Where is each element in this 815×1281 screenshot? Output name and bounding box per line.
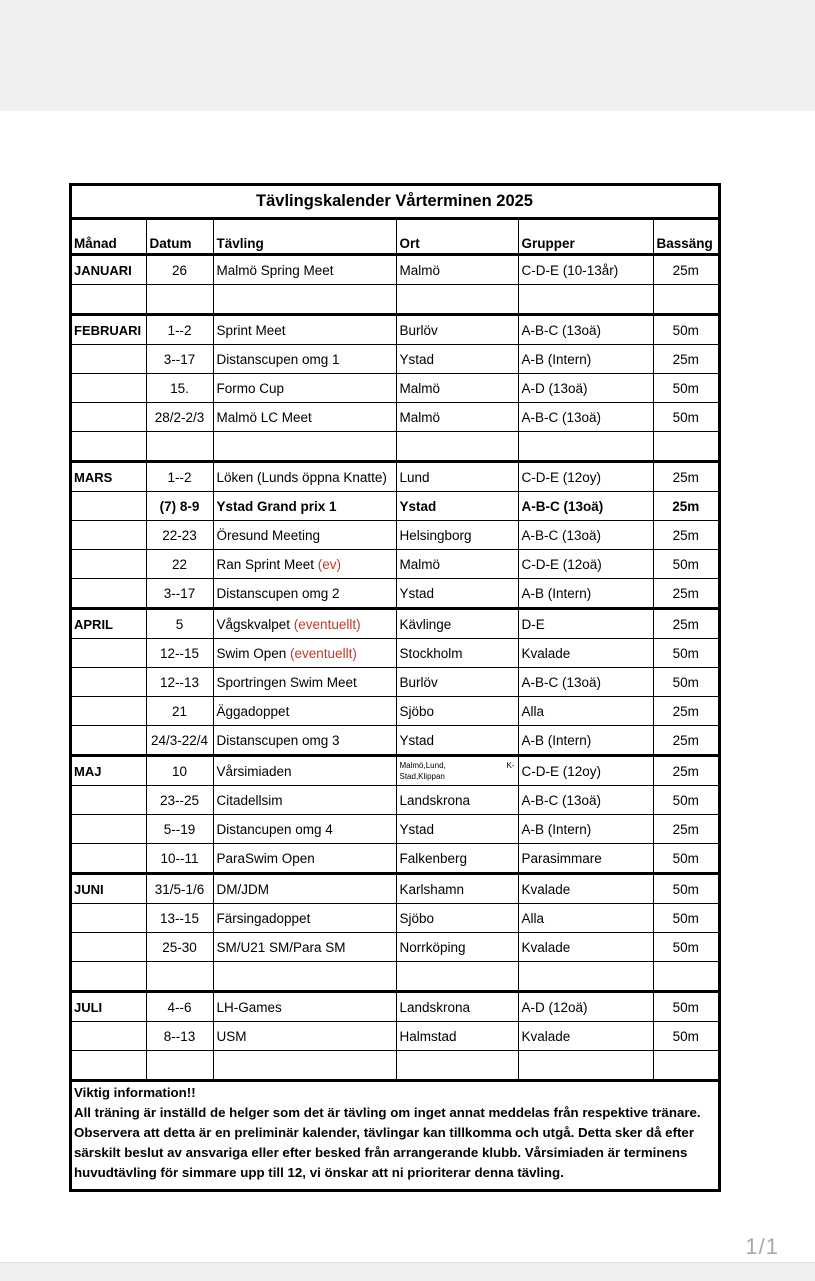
table-row: [72, 403, 718, 432]
table-row: [72, 462, 718, 492]
event-cell: [213, 609, 396, 639]
date-cell: 22: [146, 550, 213, 579]
pool-cell: 50m: [653, 904, 718, 933]
event-tentative-note: (eventuellt): [293, 616, 361, 632]
viewer-bottom-bar: [0, 1262, 815, 1281]
table-row: [72, 609, 718, 639]
pool-cell: 25m: [653, 609, 718, 639]
groups-cell: A-B-C (13oä): [518, 521, 653, 550]
table-row: [72, 255, 718, 285]
groups-cell: A-B-C (13oä): [518, 315, 653, 345]
table-row: [72, 815, 718, 844]
event-cell: [213, 550, 396, 579]
place-cell: Burlöv: [396, 315, 518, 345]
pool-cell: 50m: [653, 844, 718, 874]
event-cell: [213, 756, 396, 786]
table-row: [72, 668, 718, 697]
calendar-document: [69, 183, 721, 1192]
event-cell: [213, 462, 396, 492]
event-cell: [213, 345, 396, 374]
date-cell: 25-30: [146, 933, 213, 962]
groups-cell: A-B-C (13oä): [518, 403, 653, 432]
place-cell: Burlöv: [396, 668, 518, 697]
date-cell: [146, 432, 213, 462]
month-cell: [72, 521, 146, 550]
table-row: [72, 992, 718, 1022]
event-name: Sportringen Swim Meet: [216, 674, 357, 690]
month-cell: [72, 492, 146, 521]
table-row: [72, 550, 718, 579]
month-cell: [72, 815, 146, 844]
place-cell: Ystad: [396, 815, 518, 844]
groups-cell: A-B-C (13oä): [518, 668, 653, 697]
date-cell: 22-23: [146, 521, 213, 550]
event-cell: [213, 1051, 396, 1081]
event-name: Sprint Meet: [216, 322, 286, 338]
event-name: Öresund Meeting: [216, 527, 321, 543]
info-line: Observera att detta är en preliminär kalender, tävlingar kan tillkomma och utgå. Detta sker då efter: [74, 1125, 695, 1140]
pool-cell: 50m: [653, 315, 718, 345]
groups-cell: A-B (Intern): [518, 579, 653, 609]
event-name: Formo Cup: [216, 380, 285, 396]
event-name: Distanscupen omg 3: [216, 732, 340, 748]
table-row: [72, 756, 718, 786]
date-cell: 4--6: [146, 992, 213, 1022]
event-name: Färsingadoppet: [216, 910, 311, 926]
event-cell: [213, 315, 396, 345]
event-tentative-note: (eventuellt): [290, 645, 357, 661]
groups-cell: C-D-E (10-13år): [518, 255, 653, 285]
pool-cell: 25m: [653, 697, 718, 726]
table-row: [72, 697, 718, 726]
place-cell: Landskrona: [396, 786, 518, 815]
place-cell: Landskrona: [396, 992, 518, 1022]
month-cell: MARS: [72, 462, 146, 492]
date-cell: 31/5-1/6: [146, 874, 213, 904]
groups-cell: [518, 1051, 653, 1081]
date-cell: [146, 285, 213, 315]
date-cell: 24/3-22/4: [146, 726, 213, 756]
groups-cell: [518, 285, 653, 315]
month-cell: [72, 726, 146, 756]
place-cell: Sjöbo: [396, 904, 518, 933]
table-row: [72, 726, 718, 756]
event-cell: [213, 992, 396, 1022]
event-cell: [213, 844, 396, 874]
date-cell: 13--15: [146, 904, 213, 933]
month-cell: MAJ: [72, 756, 146, 786]
month-cell: [72, 345, 146, 374]
groups-cell: Kvalade: [518, 1022, 653, 1051]
table-row: [72, 374, 718, 403]
table-row: [72, 639, 718, 668]
event-cell: [213, 933, 396, 962]
place-cell: Falkenberg: [396, 844, 518, 874]
month-cell: [72, 1022, 146, 1051]
date-cell: 12--15: [146, 639, 213, 668]
groups-cell: A-B (Intern): [518, 345, 653, 374]
event-name: Distanscupen omg 1: [216, 351, 340, 367]
groups-cell: Kvalade: [518, 874, 653, 904]
groups-cell: A-B (Intern): [518, 726, 653, 756]
month-cell: JULI: [72, 992, 146, 1022]
groups-cell: Kvalade: [518, 639, 653, 668]
place-cell: Halmstad: [396, 1022, 518, 1051]
month-cell: [72, 285, 146, 315]
place-cell: [396, 285, 518, 315]
month-cell: [72, 1051, 146, 1081]
groups-cell: A-B-C (13oä): [518, 492, 653, 521]
document-title: Tävlingskalender Vårterminen 2025: [72, 186, 718, 219]
event-name: Distancupen omg 4: [216, 821, 333, 837]
table-row: [72, 1022, 718, 1051]
month-cell: [72, 432, 146, 462]
event-name: SM/U21 SM/Para SM: [216, 939, 346, 955]
date-cell: 10--11: [146, 844, 213, 874]
place-cell: Helsingborg: [396, 521, 518, 550]
event-cell: [213, 697, 396, 726]
event-cell: [213, 579, 396, 609]
month-cell: [72, 844, 146, 874]
pool-cell: 25m: [653, 579, 718, 609]
pool-cell: [653, 432, 718, 462]
pool-cell: 25m: [653, 345, 718, 374]
place-cell: Ystad: [396, 492, 518, 521]
month-cell: [72, 639, 146, 668]
place-cell: Karlshamn: [396, 874, 518, 904]
place-line: K-: [506, 761, 515, 770]
month-cell: [72, 786, 146, 815]
month-cell: [72, 668, 146, 697]
date-cell: 12--13: [146, 668, 213, 697]
info-line: särskilt beslut av ansvariga eller efter besked från arrangerande klubb. Vårsimiaden är terminens: [74, 1145, 688, 1160]
page-indicator: 1/1: [745, 1234, 779, 1259]
event-name: Swim Open: [216, 645, 291, 661]
event-name: Vågskvalpet: [216, 616, 294, 632]
important-info: [72, 1082, 718, 1189]
date-cell: 1--2: [146, 315, 213, 345]
header-pool: Bassäng: [653, 219, 718, 255]
date-cell: 21: [146, 697, 213, 726]
place-line: Stad,Klippan: [399, 772, 445, 781]
header-event: Tävling: [213, 219, 396, 255]
date-cell: 3--17: [146, 579, 213, 609]
pool-cell: 25m: [653, 492, 718, 521]
place-cell: Sjöbo: [396, 697, 518, 726]
place-cell: Ystad: [396, 579, 518, 609]
event-name: Äggadoppet: [216, 703, 290, 719]
event-name: Ystad Grand prix 1: [216, 498, 337, 514]
groups-cell: [518, 962, 653, 992]
pool-cell: 25m: [653, 726, 718, 756]
event-name: Malmö LC Meet: [216, 409, 312, 425]
place-cell: Malmö: [396, 255, 518, 285]
month-cell: [72, 374, 146, 403]
place-cell: Malmö: [396, 403, 518, 432]
place-cell: Kävlinge: [396, 609, 518, 639]
groups-cell: Alla: [518, 904, 653, 933]
pool-cell: [653, 1051, 718, 1081]
table-row: [72, 285, 718, 315]
event-cell: [213, 815, 396, 844]
groups-cell: A-B-C (13oä): [518, 786, 653, 815]
place-cell: [396, 432, 518, 462]
viewer-top-bar: [0, 0, 815, 111]
event-name: LH-Games: [216, 999, 282, 1015]
groups-cell: C-D-E (12oy): [518, 462, 653, 492]
info-line: All träning är inställd de helger som det är tävling om inget annat meddelas från respektive tränare.: [74, 1105, 701, 1120]
event-cell: [213, 374, 396, 403]
table-row: [72, 521, 718, 550]
event-name: USM: [216, 1028, 247, 1044]
info-heading: Viktig information!!: [74, 1085, 196, 1100]
header-month: Månad: [72, 219, 146, 255]
month-cell: FEBRUARI: [72, 315, 146, 345]
info-line: huvudtävling för simmare upp till 12, vi önskar att ni prioriterar denna tävling.: [74, 1165, 564, 1180]
date-cell: 15.: [146, 374, 213, 403]
event-cell: [213, 639, 396, 668]
place-cell: Stockholm: [396, 639, 518, 668]
groups-cell: C-D-E (12oy): [518, 756, 653, 786]
event-name: ParaSwim Open: [216, 850, 315, 866]
event-cell: [213, 1022, 396, 1051]
place-cell: Ystad: [396, 726, 518, 756]
date-cell: (7) 8-9: [146, 492, 213, 521]
date-cell: 1--2: [146, 462, 213, 492]
date-cell: 10: [146, 756, 213, 786]
event-cell: [213, 962, 396, 992]
event-cell: [213, 874, 396, 904]
groups-cell: Kvalade: [518, 933, 653, 962]
table-row: [72, 874, 718, 904]
month-cell: JANUARI: [72, 255, 146, 285]
event-cell: [213, 403, 396, 432]
table-row: [72, 315, 718, 345]
event-name: DM/JDM: [216, 881, 269, 897]
groups-cell: A-D (12oä): [518, 992, 653, 1022]
pool-cell: 25m: [653, 521, 718, 550]
date-cell: 8--13: [146, 1022, 213, 1051]
groups-cell: A-D (13oä): [518, 374, 653, 403]
date-cell: 26: [146, 255, 213, 285]
groups-cell: Alla: [518, 697, 653, 726]
pool-cell: [653, 962, 718, 992]
date-cell: [146, 962, 213, 992]
month-cell: APRIL: [72, 609, 146, 639]
pool-cell: 50m: [653, 933, 718, 962]
month-cell: [72, 403, 146, 432]
table-row: [72, 933, 718, 962]
event-tentative-note: (ev): [317, 556, 342, 572]
date-cell: 5--19: [146, 815, 213, 844]
pool-cell: 50m: [653, 403, 718, 432]
month-cell: [72, 904, 146, 933]
table-row: [72, 579, 718, 609]
event-name: Vårsimiaden: [216, 763, 292, 779]
header-place: Ort: [396, 219, 518, 255]
table-row: [72, 1051, 718, 1081]
month-cell: [72, 933, 146, 962]
pool-cell: 50m: [653, 786, 718, 815]
groups-cell: C-D-E (12oä): [518, 550, 653, 579]
event-cell: [213, 726, 396, 756]
event-cell: [213, 668, 396, 697]
pool-cell: 50m: [653, 550, 718, 579]
month-cell: [72, 962, 146, 992]
groups-cell: D-E: [518, 609, 653, 639]
groups-cell: Parasimmare: [518, 844, 653, 874]
table-header-row: [72, 219, 718, 255]
groups-cell: A-B (Intern): [518, 815, 653, 844]
table-row: [72, 904, 718, 933]
table-row: [72, 492, 718, 521]
table-row: [72, 432, 718, 462]
table-row: [72, 345, 718, 374]
pool-cell: 25m: [653, 815, 718, 844]
event-cell: [213, 255, 396, 285]
event-name: Ran Sprint Meet: [216, 556, 318, 572]
place-cell: Lund: [396, 462, 518, 492]
header-date: Datum: [146, 219, 213, 255]
table-row: [72, 844, 718, 874]
place-line: Malmö,Lund,: [399, 761, 446, 770]
date-cell: 3--17: [146, 345, 213, 374]
place-cell: Norrköping: [396, 933, 518, 962]
event-cell: [213, 904, 396, 933]
date-cell: 23--25: [146, 786, 213, 815]
month-cell: JUNI: [72, 874, 146, 904]
place-cell: Ystad: [396, 345, 518, 374]
calendar-table: [72, 186, 718, 1082]
month-cell: [72, 697, 146, 726]
header-groups: Grupper: [518, 219, 653, 255]
event-cell: [213, 492, 396, 521]
place-cell: Malmö: [396, 374, 518, 403]
place-cell: Malmö: [396, 550, 518, 579]
pool-cell: 50m: [653, 374, 718, 403]
place-cell: [396, 1051, 518, 1081]
pool-cell: [653, 285, 718, 315]
pool-cell: 50m: [653, 639, 718, 668]
date-cell: 28/2-2/3: [146, 403, 213, 432]
event-name: Distanscupen omg 2: [216, 585, 340, 601]
pool-cell: 25m: [653, 255, 718, 285]
date-cell: [146, 1051, 213, 1081]
event-cell: [213, 285, 396, 315]
event-name: Citadellsim: [216, 792, 283, 808]
table-row: [72, 962, 718, 992]
month-cell: [72, 550, 146, 579]
pool-cell: 25m: [653, 462, 718, 492]
pool-cell: 25m: [653, 756, 718, 786]
pool-cell: 50m: [653, 874, 718, 904]
pool-cell: 50m: [653, 992, 718, 1022]
month-cell: [72, 579, 146, 609]
event-cell: [213, 521, 396, 550]
table-row: [72, 786, 718, 815]
pool-cell: 50m: [653, 1022, 718, 1051]
place-cell: [396, 962, 518, 992]
date-cell: 5: [146, 609, 213, 639]
event-cell: [213, 432, 396, 462]
place-cell: [396, 756, 518, 786]
event-cell: [213, 786, 396, 815]
groups-cell: [518, 432, 653, 462]
event-name: Malmö Spring Meet: [216, 262, 334, 278]
pool-cell: 50m: [653, 668, 718, 697]
event-name: Löken (Lunds öppna Knatte): [216, 469, 387, 485]
